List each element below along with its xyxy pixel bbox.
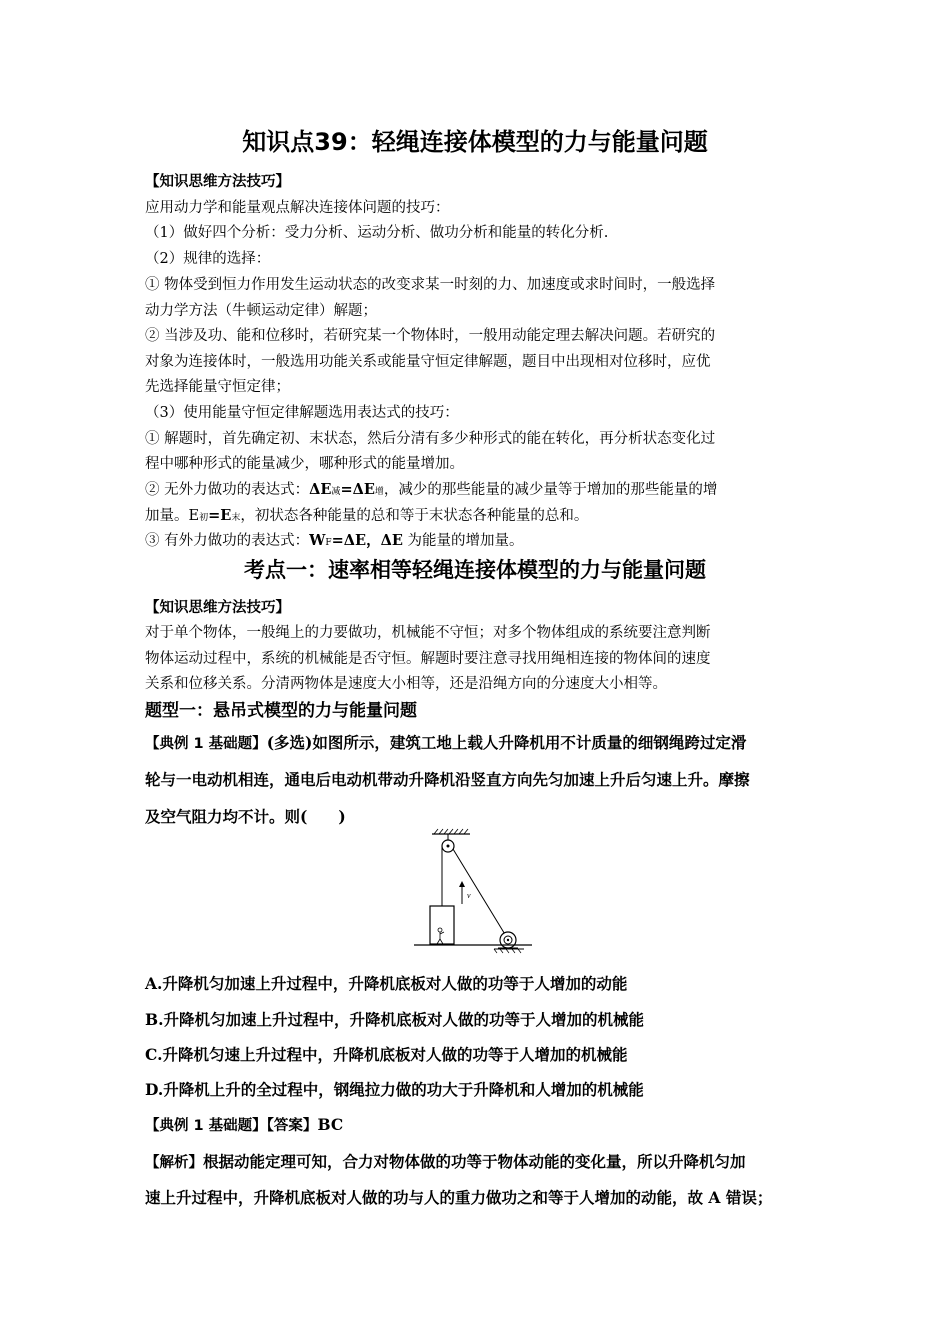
section1-line: ② 当涉及功、能和位移时，若研究某一个物体时，一般用动能定理去解决问题。若研究的 — [145, 328, 716, 344]
section1-line: 动力学方法（牛顿运动定律）解题； — [145, 303, 377, 319]
section2-line: 关系和位移关系。分清两物体是速度大小相等，还是沿绳方向的分速度大小相等。 — [145, 676, 667, 692]
section2-line: 对于单个物体，一般绳上的力要做功，机械能不守恒；对多个物体组成的系统要注意判断 — [145, 625, 711, 641]
question-type-heading: 题型一：悬吊式模型的力与能量问题 — [145, 701, 417, 721]
velocity-label: v — [467, 891, 471, 900]
option-c: C.升降机匀速上升过程中，升降机底板对人做的功等于人增加的机械能 — [145, 1045, 628, 1064]
example-line: 轮与一电动机相连，通电后电动机带动升降机沿竖直方向先匀加速上升后匀速上升。摩擦 — [145, 770, 750, 789]
answer-label: 【典例 1 基础题】【答案】 — [145, 1118, 318, 1134]
section1-line: （3）使用能量守恒定律解题选用表达式的技巧： — [145, 405, 459, 421]
section1-line: 先选择能量守恒定律； — [145, 379, 290, 395]
section1-line: 应用动力学和能量观点解决连接体问题的技巧： — [145, 200, 450, 216]
option-d: D.升降机上升的全过程中，钢绳拉力做的功大于升降机和人增加的机械能 — [145, 1080, 644, 1099]
answer-value: BC — [317, 1115, 344, 1134]
elevator-pulley-diagram — [412, 828, 534, 956]
section1-line: ① 物体受到恒力作用发生运动状态的改变求某一时刻的力、加速度或求时间时，一般选择 — [145, 277, 716, 293]
section-title: 考点一：速率相等轻绳连接体模型的力与能量问题 — [244, 558, 706, 582]
section1-line: 程中哪种形式的能量减少，哪种形式的能量增加。 — [145, 456, 464, 472]
analysis-label: 【解析】 — [145, 1155, 203, 1171]
example-line: 及空气阻力均不计。则( ) — [145, 807, 346, 826]
section1-line: （2）规律的选择： — [145, 251, 271, 267]
example-line: 【典例 1 基础题】(多选)如图所示，建筑工地上载人升降机用不计质量的细钢绳跨过定滑 — [145, 733, 747, 752]
formula-external-work: ③ 有外力做功的表达式：WF=ΔE，ΔE 为能量的增加量。 — [145, 532, 524, 549]
section1-line: （1）做好四个分析：受力分析、运动分析、做功分析和能量的转化分析. — [145, 225, 609, 241]
analysis-line: 【解析】根据动能定理可知，合力对物体做的功等于物体动能的变化量，所以升降机匀加 — [145, 1152, 746, 1171]
example-label: 【典例 1 基础题】 — [145, 736, 267, 752]
section1-heading: 【知识思维方法技巧】 — [145, 174, 290, 190]
option-a: A.升降机匀加速上升过程中，升降机底板对人做的功等于人增加的动能 — [145, 974, 628, 993]
analysis-line: 速上升过程中，升降机底板对人做的功与人的重力做功之和等于人增加的动能，故 A 错误； — [145, 1188, 773, 1207]
page-title: 知识点39：轻绳连接体模型的力与能量问题 — [242, 128, 708, 156]
formula-no-external-work-line2: 加量。E初=E末，初状态各种能量的总和等于末状态各种能量的总和。 — [145, 507, 589, 524]
answer-line — [145, 1114, 343, 1135]
section1-line: ① 解题时，首先确定初、末状态，然后分清有多少种形式的能在转化，再分析状态变化过 — [145, 431, 716, 447]
section1-line: 对象为连接体时，一般选用功能关系或能量守恒定律解题，题目中出现相对位移时，应优 — [145, 354, 711, 370]
formula-no-external-work: ② 无外力做功的表达式：ΔE减=ΔE增，减少的那些能量的减少量等于增加的那些能量的增 — [145, 481, 718, 498]
section2-line: 物体运动过程中，系统的机械能是否守恒。解题时要注意寻找用绳相连接的物体间的速度 — [145, 651, 711, 667]
section2-heading: 【知识思维方法技巧】 — [145, 600, 290, 616]
option-b: B.升降机匀加速上升过程中，升降机底板对人做的功等于人增加的机械能 — [145, 1010, 644, 1029]
